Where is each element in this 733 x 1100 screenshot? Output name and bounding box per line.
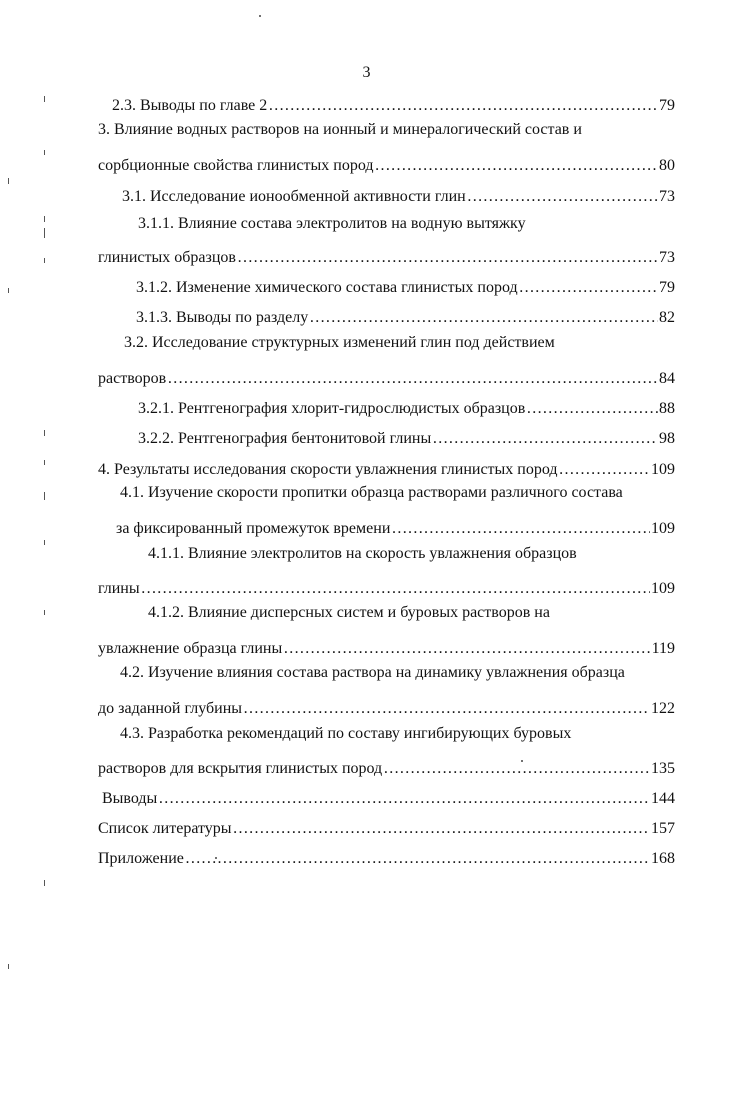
- scan-artifact: [44, 96, 45, 102]
- toc-leader-dots: [526, 399, 658, 419]
- toc-leader-dots: [167, 369, 658, 389]
- toc-entry-title: 3. Влияние водных растворов на ионный и минералогический состав и: [98, 121, 582, 138]
- toc-entry-page: 79: [659, 279, 675, 296]
- toc-entry-title: Выводы: [102, 790, 158, 807]
- toc-entry-page: 84: [659, 370, 675, 387]
- toc-entry-title: 4.1.2. Влияние дисперсных систем и буровых растворов на: [148, 604, 550, 621]
- toc-leader-dots: [432, 429, 658, 449]
- scan-artifact: [8, 178, 9, 184]
- toc-entry-title: 4. Результаты исследования скорости увлажнения глинистых пород: [98, 461, 558, 478]
- scan-artifact: [259, 15, 261, 17]
- toc-entry-page: 109: [651, 580, 675, 597]
- toc-entry-page: 122: [651, 700, 675, 717]
- toc-leader-dots: [243, 699, 650, 719]
- toc-leader-dots: [283, 639, 650, 659]
- toc-entry: [148, 603, 675, 629]
- toc-entry: [98, 120, 675, 146]
- toc-entry: [138, 214, 675, 240]
- scan-artifact: [44, 430, 45, 436]
- toc-entry: [98, 454, 675, 480]
- toc-leader-dots: [375, 156, 659, 176]
- toc-entry: [136, 302, 675, 328]
- toc-leader-dots: [141, 579, 650, 599]
- toc-entry: [136, 272, 675, 298]
- toc-entry-title: сорбционные свойства глинистых пород: [98, 157, 374, 174]
- toc-entry: [98, 150, 675, 176]
- toc-leader-dots: [391, 519, 650, 539]
- scan-artifact: [44, 610, 45, 615]
- toc-entry: [98, 573, 675, 599]
- toc-entry: [116, 513, 675, 539]
- toc-entry-page: 80: [659, 157, 675, 174]
- toc-entry-page: 98: [659, 430, 675, 447]
- scan-artifact: [44, 540, 45, 545]
- toc-entry-title: увлажнение образца глины: [98, 640, 283, 657]
- page-number: 3: [362, 64, 371, 81]
- toc-entry: [98, 753, 675, 779]
- toc-entry-page: 79: [659, 97, 675, 114]
- toc-entry-title: растворов для вскрытия глинистых пород: [98, 760, 383, 777]
- scan-artifact: [521, 760, 523, 762]
- toc-entry-page: 73: [659, 249, 675, 266]
- scan-artifact: [44, 228, 45, 238]
- toc-leader-dots: [467, 187, 658, 207]
- toc-entry: [120, 663, 675, 689]
- toc-leader-dots: [233, 819, 650, 839]
- toc-entry-page: 168: [651, 850, 675, 867]
- toc-entry-title: 4.1. Изучение скорости пропитки образца растворами различного состава: [120, 484, 623, 501]
- toc-entry: [122, 181, 675, 207]
- toc-entry-page: 82: [659, 309, 675, 326]
- toc-entry-page: 109: [651, 520, 675, 537]
- toc-entry-title: 4.3. Разработка рекомендаций по составу ингибирующих буровых: [120, 725, 572, 742]
- toc-entry-title: 4.1.1. Влияние электролитов на скорость увлажнения образцов: [148, 545, 577, 562]
- toc-entry-title: Приложение: [98, 850, 184, 867]
- toc-entry-title: 3.1. Исследование ионообменной активности глин: [122, 188, 466, 205]
- toc-entry: [98, 813, 675, 839]
- scan-artifact: [215, 857, 217, 859]
- toc-entry: [98, 693, 675, 719]
- toc-entry-title: 3.1.1. Влияние состава электролитов на водную вытяжку: [138, 215, 526, 232]
- toc-entry-page: 109: [651, 461, 675, 478]
- toc-entry-page: 119: [651, 640, 675, 657]
- scan-artifact: [44, 492, 45, 500]
- toc-entry: [102, 783, 675, 809]
- toc-leader-dots: [237, 248, 658, 268]
- scan-artifact: [44, 216, 45, 222]
- toc-entry: [98, 843, 675, 869]
- toc-entry: [120, 724, 675, 750]
- toc-entry-page: 157: [651, 820, 675, 837]
- toc-leader-dots: [519, 278, 658, 298]
- toc-entry-title: 4.2. Изучение влияния состава раствора на динамику увлажнения образца: [120, 664, 625, 681]
- toc-entry: [138, 423, 675, 449]
- toc-entry: [120, 483, 675, 509]
- toc-entry-page: 135: [651, 760, 675, 777]
- toc-entry: [98, 633, 675, 659]
- toc-entry-title: 3.2.2. Рентгенография бентонитовой глины: [138, 430, 432, 447]
- toc-leader-dots: [158, 789, 650, 809]
- toc-entry-title: Список литературы: [98, 820, 232, 837]
- toc-entry-title: за фиксированный промежуток времени: [116, 520, 391, 537]
- toc-entry-title: 3.1.3. Выводы по разделу: [136, 309, 309, 326]
- scan-artifact: [8, 964, 9, 969]
- toc-entry: [124, 333, 675, 359]
- scan-artifact: [44, 258, 45, 263]
- toc-entry-title: 3.2.1. Рентгенография хлорит-гидрослюдистых образцов: [138, 400, 526, 417]
- toc-entry-title: растворов: [98, 370, 167, 387]
- toc-leader-dots: [309, 308, 658, 328]
- toc-leader-dots: [559, 460, 650, 480]
- toc-entry-title: 3.2. Исследование структурных изменений глин под действием: [124, 334, 555, 351]
- scan-artifact: [8, 288, 9, 293]
- toc-entry-page: 88: [659, 400, 675, 417]
- toc-entry: [98, 242, 675, 268]
- toc-entry: [112, 90, 675, 116]
- toc-entry-title: глинистых образцов: [98, 249, 236, 266]
- toc-entry: [138, 393, 675, 419]
- toc-leader-dots: [185, 849, 650, 869]
- toc-entry: [98, 363, 675, 389]
- toc-leader-dots: [383, 759, 650, 779]
- toc-entry-title: до заданной глубины: [98, 700, 243, 717]
- toc-entry-page: 73: [659, 188, 675, 205]
- toc-entry-title: 2.3. Выводы по главе 2: [112, 97, 268, 114]
- scan-artifact: [44, 460, 45, 465]
- toc-entry-title: глины: [98, 580, 140, 597]
- toc-entry-page: 144: [651, 790, 675, 807]
- toc-leader-dots: [268, 96, 658, 116]
- toc-entry: [148, 544, 675, 570]
- scan-artifact: [44, 150, 45, 155]
- scan-artifact: [44, 880, 45, 886]
- toc-entry-title: 3.1.2. Изменение химического состава глинистых пород: [136, 279, 518, 296]
